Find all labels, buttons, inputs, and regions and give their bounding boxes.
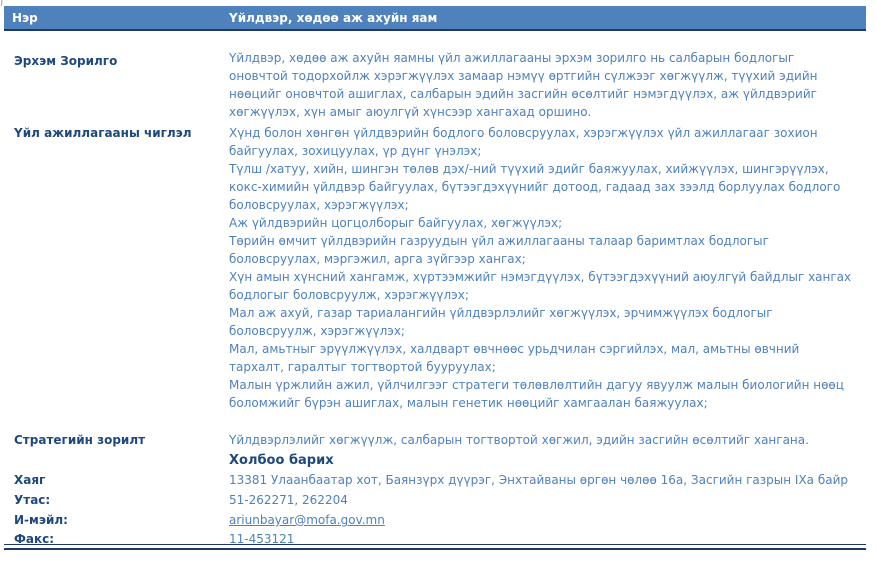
phone-label: Утас: [14, 493, 51, 507]
strategy-text: Үйлдвэрлэлийг хөгжүүлж, салбарын тогтвортой хөгжил, эдийн засгийн өсөлтийг хангана. [229, 433, 809, 447]
contact-heading: Холбоо барих [229, 453, 334, 468]
mission-label: Эрхэм Зорилго [14, 54, 118, 68]
direction-item: Хүн амын хүнсний хангамж, хүртээмжийг нэмэгдүүлэх, бүтээгдэхүүний аюулгүй байдлыг хангах бодлогыг боловсруулж, хэрэгжүүлэх; [229, 270, 852, 302]
phone-value: 51-262271, 262204 [229, 493, 348, 507]
header-name-column: Нэр [12, 11, 38, 25]
bottom-divider [4, 544, 866, 545]
directions-list [229, 124, 854, 412]
header-ministry-title: Үйлдвэр, хөдөө аж ахуйн яам [229, 11, 438, 25]
address-label: Хаяг [14, 473, 46, 487]
bottom-divider-thick [4, 548, 866, 550]
direction-item: Мал аж ахуй, газар тариалангийн үйлдвэрлэлийг хөгжүүлэх, эрчимжүүлэх бодлогыг боловсруулж, хэрэгжүүлэх; [229, 306, 773, 338]
mission-text: Үйлдвэр, хөдөө аж ахуйн яамны үйл ажиллагааны эрхэм зорилго нь салбарын бодлогыг оновчтой тодорхойлж хэрэгжүүлэх замаар нэмүү өртгийн сүлжээг хөгжүүлж, түүхий эдийн нөөцийг оновчтой ашиглах, салбарын эдийн засгийн өсөлтийг нэмэгдүүлэх, аж үйлдвэрийг хөгжүүлэх, хүн амыг аюулгүй хүнсээр хангахад оршино. [229, 51, 818, 119]
email-link[interactable]: ariunbayar@mofa.gov.mn [229, 513, 385, 527]
table-header [4, 6, 866, 31]
fax-value: 11-453121 [229, 532, 295, 546]
direction-item: Хүнд болон хөнгөн үйлдвэрийн бодлого боловсруулах, хэрэгжүүлэх үйл ажиллагааг зохион байгуулах, зохицуулах, үр дүнг үнэлэх; [229, 126, 818, 158]
fax-label: Факс: [14, 532, 55, 546]
direction-item: Аж үйлдвэрийн цогцолборыг байгуулах, хөгжүүлэх; [229, 216, 563, 230]
direction-item: Түлш /хатуу, хийн, шингэн төлөв дэх/-ний түүхий эдийг баяжуулах, хийжүүлэх, шингэрүүлэх, кокс-химийн үйлдвэр байгуулах, бүтээгдэхүүнийг дотоод, гадаад зах зээлд борлуулах бодлого боловсруулах, хэрэгжүүлэх; [229, 162, 841, 212]
corner-mark: J [1, 0, 3, 6]
strategy-label: Стратегийн зорилт [14, 433, 146, 447]
direction-item: Төрийн өмчит үйлдвэрийн газруудын үйл ажиллагааны талаар баримтлах бодлогыг боловсруулах, мэргэжил, арга зүйгээр хангах; [229, 234, 769, 266]
directions-label: Үйл ажиллагааны чиглэл [14, 126, 192, 140]
address-value: 13381 Улаанбаатар хот, Баянзүрх дүүрэг, Энхтайваны өргөн чөлөө 16а, Засгийн газрын IXа байр [229, 473, 849, 487]
direction-item: Малын үржлийн ажил, үйлчилгээг стратеги төлөвлөлтийн дагуу явуулж малын биологийн нөөц боломжийг бүрэн ашиглах, малын генетик нөөцийг хамгаалан баяжуулах; [229, 378, 844, 410]
email-label: И-мэйл: [14, 513, 68, 527]
direction-item: Мал, амьтныг эрүүлжүүлэх, халдварт өвчнөөс урьдчилан сэргийлэх, мал, амьтны өвчний тархалт, гаралтыг тогтвортой бууруулах; [229, 342, 800, 374]
